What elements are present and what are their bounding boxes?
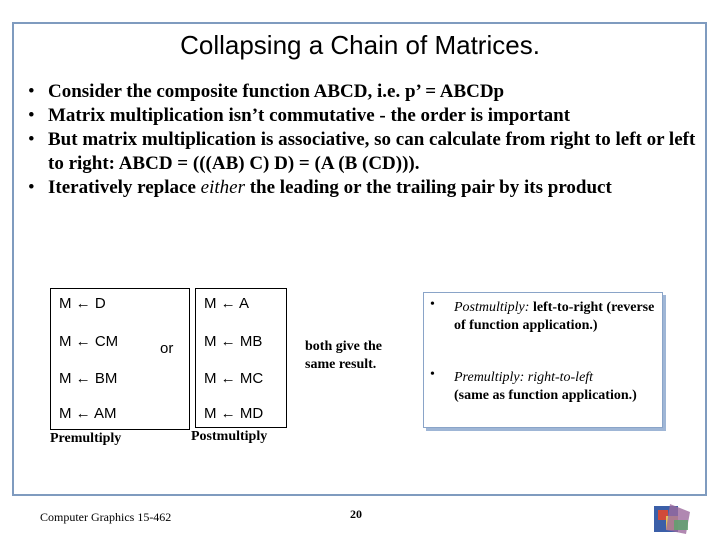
premultiply-description: (same as function application.) [454,388,637,403]
postmultiply-step: M ← MB [204,333,263,350]
bullet-text: But matrix multiplication is associative, so can calculate from right to left or left to right: ABCD = (((AB) C) D) = (A (B (CD))). [48,129,696,174]
premultiply-term: Premultiply: right-to-left [454,370,594,385]
bullet-text: Matrix multiplication isn’t commutative - the order is important [48,105,571,126]
multiply-direction-box [423,292,663,428]
bullet-text: Iteratively replace [48,177,201,198]
bullet-dot: • [430,367,435,382]
bullet-text: the leading or the trailing pair by its product [244,177,612,198]
premultiply-step: M ← CM [59,333,119,350]
postmultiply-step: M ← MC [204,370,264,387]
bullet-item [28,128,698,176]
bullet-dot: • [430,297,435,312]
premultiply-step: M ← AM [59,405,117,422]
bullet-dot: • [28,105,35,126]
premultiply-box [50,288,190,430]
bullet-dot: • [28,177,35,198]
bullet-text: Consider the composite function ABCD, i.e. p’ = ABCDp [48,81,505,102]
page-number: 20 [350,507,362,521]
postmultiply-term: Postmultiply: [454,300,530,315]
bullet-item [28,104,698,128]
postmultiply-box [195,288,287,428]
university-logo-icon [652,502,692,536]
postmultiply-step: M ← A [204,295,250,312]
course-footer: Computer Graphics 15-462 [40,510,172,524]
or-label: or [160,340,174,357]
bullet-list [28,80,698,200]
premultiply-step: M ← BM [59,370,118,387]
bullet-dot: • [28,81,35,102]
same-result-note: both give the same result. [305,339,382,372]
postmultiply-description: left-to-right (reverse of function application.) [454,300,655,333]
premultiply-step: M ← D [59,295,106,312]
postmultiply-caption: Postmultiply [191,429,268,444]
premultiply-direction [454,369,659,405]
premultiply-caption: Premultiply [50,431,122,446]
postmultiply-direction [454,299,659,335]
bullet-dot: • [28,129,35,150]
bullet-emphasis: either [200,177,245,198]
bullet-item [28,176,698,200]
postmultiply-step: M ← MD [204,405,264,422]
bullet-item [28,80,698,104]
slide-title: Collapsing a Chain of Matrices. [180,30,540,60]
